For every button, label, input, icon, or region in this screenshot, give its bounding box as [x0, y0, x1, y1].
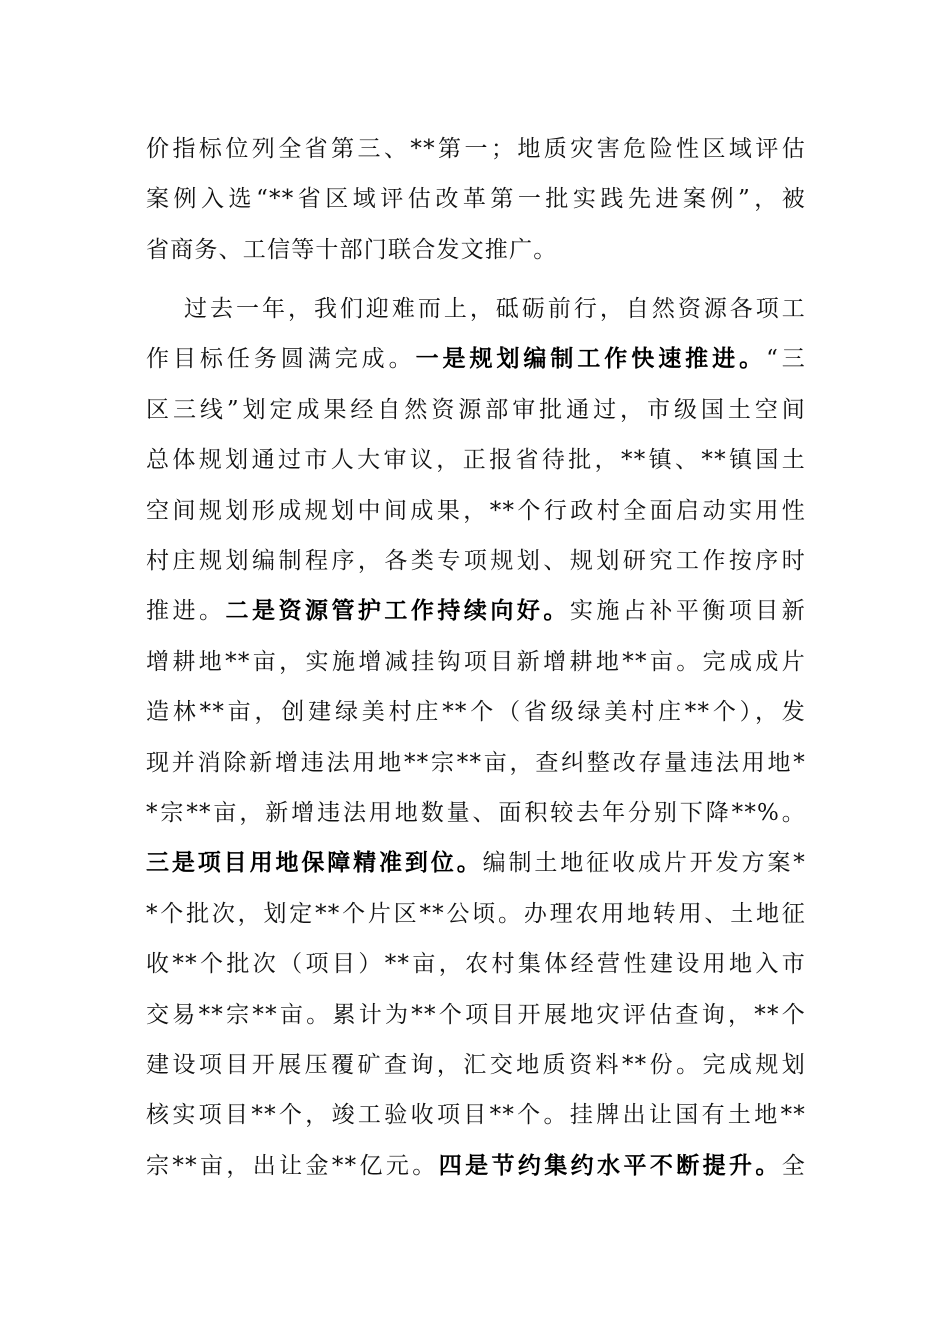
text-line [146, 797, 806, 829]
bold-heading-text: 一是规划编制工作快速推进。 [415, 346, 767, 373]
text-line [146, 595, 806, 627]
text-line [146, 444, 806, 476]
text-line [146, 1049, 806, 1081]
body-text: 现并消除新增违法用地**宗**亩，查纠整改存量违法用地* [146, 749, 806, 776]
body-text: 空间规划形成规划中间成果，**个行政村全面启动实用性 [146, 497, 806, 524]
text-line [146, 495, 806, 527]
text-line [146, 343, 806, 375]
body-text: 实施占补平衡项目新 [569, 598, 806, 625]
text-line [146, 948, 806, 980]
text-line [146, 646, 806, 678]
body-text: 案例入选“**省区域评估改革第一批实践先进案例”，被 [146, 186, 806, 213]
body-text: 区三线”划定成果经自然资源部审批通过，市级国土空间 [146, 396, 806, 423]
body-text: “三 [766, 346, 806, 373]
text-line [146, 133, 806, 165]
body-text: 增耕地**亩，实施增减挂钩项目新增耕地**亩。完成成片 [146, 648, 806, 675]
body-text: 造林**亩，创建绿美村庄**个（省级绿美村庄**个），发 [146, 699, 806, 726]
body-text: 收**个批次（项目）**亩，农村集体经营性建设用地入市 [146, 951, 806, 978]
text-line [146, 747, 806, 779]
bold-heading-text: 二是资源管护工作持续向好。 [225, 598, 570, 625]
body-text: 核实项目**个，竣工验收项目**个。挂牌出让国有土地** [146, 1102, 806, 1129]
text-line [146, 1150, 806, 1182]
body-text: 推进。 [146, 598, 226, 625]
body-text: 总体规划通过市人大审议，正报省待批，**镇、**镇国土 [146, 447, 806, 474]
body-text: 全 [781, 1152, 806, 1179]
body-text: *个批次，划定**个片区**公顷。办理农用地转用、土地征 [146, 900, 806, 927]
bold-heading-text: 三是项目用地保障精准到位。 [146, 850, 483, 877]
text-line [146, 234, 557, 266]
text-line [146, 999, 806, 1031]
body-text: 省商务、工信等十部门联合发文推广。 [146, 236, 558, 263]
body-text: 过去一年，我们迎难而上，砥砺前行，自然资源各项工 [184, 296, 806, 322]
bold-heading-text: 四是节约集约水平不断提升。 [438, 1152, 782, 1179]
text-line [146, 1099, 806, 1131]
text-line [146, 183, 806, 215]
body-text: 编制土地征收成片开发方案* [482, 850, 806, 877]
text-line [146, 696, 806, 728]
body-text: 建设项目开展压覆矿查询，汇交地质资料**份。完成规划 [146, 1052, 806, 1078]
body-text: 价指标位列全省第三、**第一；地质灾害危险性区域评估 [146, 136, 806, 162]
text-line [146, 898, 806, 930]
text-line [146, 545, 806, 577]
text-line [146, 394, 806, 426]
text-line [146, 847, 806, 879]
body-text: 作目标任务圆满完成。 [146, 346, 416, 373]
body-text: 村庄规划编制程序，各类专项规划、规划研究工作按序时 [146, 548, 806, 574]
text-line [184, 293, 806, 325]
body-text: 交易**宗**亩。累计为**个项目开展地灾评估查询，**个 [146, 1001, 806, 1028]
body-text: 宗**亩，出让金**亿元。 [146, 1152, 439, 1179]
body-text: *宗**亩，新增违法用地数量、面积较去年分别下降**%。 [146, 800, 806, 826]
